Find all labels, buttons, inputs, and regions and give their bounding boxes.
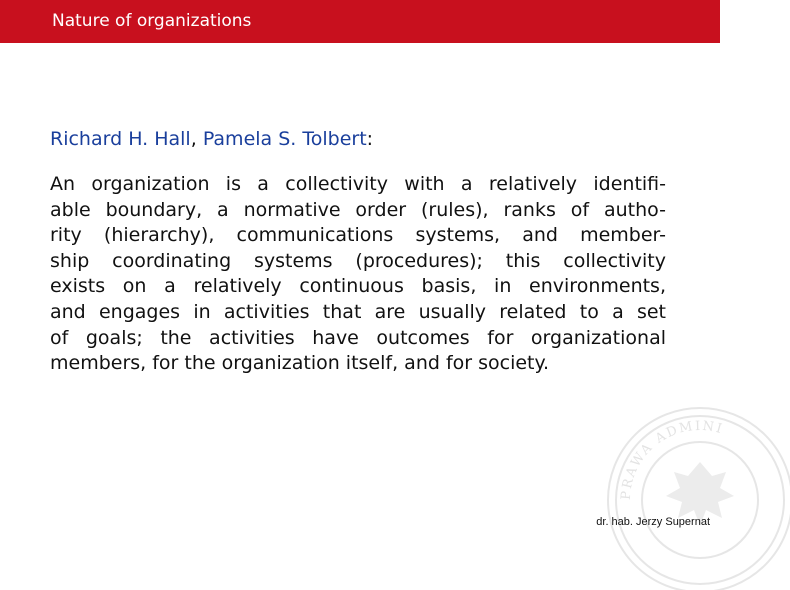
footer-signature: dr. hab. Jerzy Supernat xyxy=(596,516,710,528)
attribution-colon: : xyxy=(366,128,374,150)
definition-line: An organization is a collectivity with a relatively identifi- xyxy=(50,173,666,195)
definition-line: rity (hierarchy), communications systems, and member- xyxy=(50,224,666,247)
slide-title: Nature of organizations xyxy=(52,11,252,31)
seal-text: PRAWA ADMINI xyxy=(618,418,726,501)
definition-line: of goals; the activities have outcomes for organizational xyxy=(50,326,666,349)
author-tolbert: Pamela S. Tolbert xyxy=(202,128,367,150)
definition-line: members, for the organization itself, and for society. xyxy=(50,352,550,375)
definition-line: ship coordinating systems (procedures); this collectivity xyxy=(50,249,666,272)
university-seal-watermark-icon xyxy=(600,400,790,590)
title-bar xyxy=(0,0,720,43)
attribution xyxy=(50,127,373,151)
definition-line: able boundary, a normative order (rules), ranks of autho- xyxy=(50,198,666,221)
definition-line: exists on a relatively continuous basis, in environments, xyxy=(50,275,666,298)
definition-line: and engages in activities that are usually related to a set xyxy=(50,300,666,323)
author-separator: , xyxy=(190,128,197,150)
author-hall: Richard H. Hall xyxy=(50,128,191,150)
definition-text xyxy=(50,172,666,377)
